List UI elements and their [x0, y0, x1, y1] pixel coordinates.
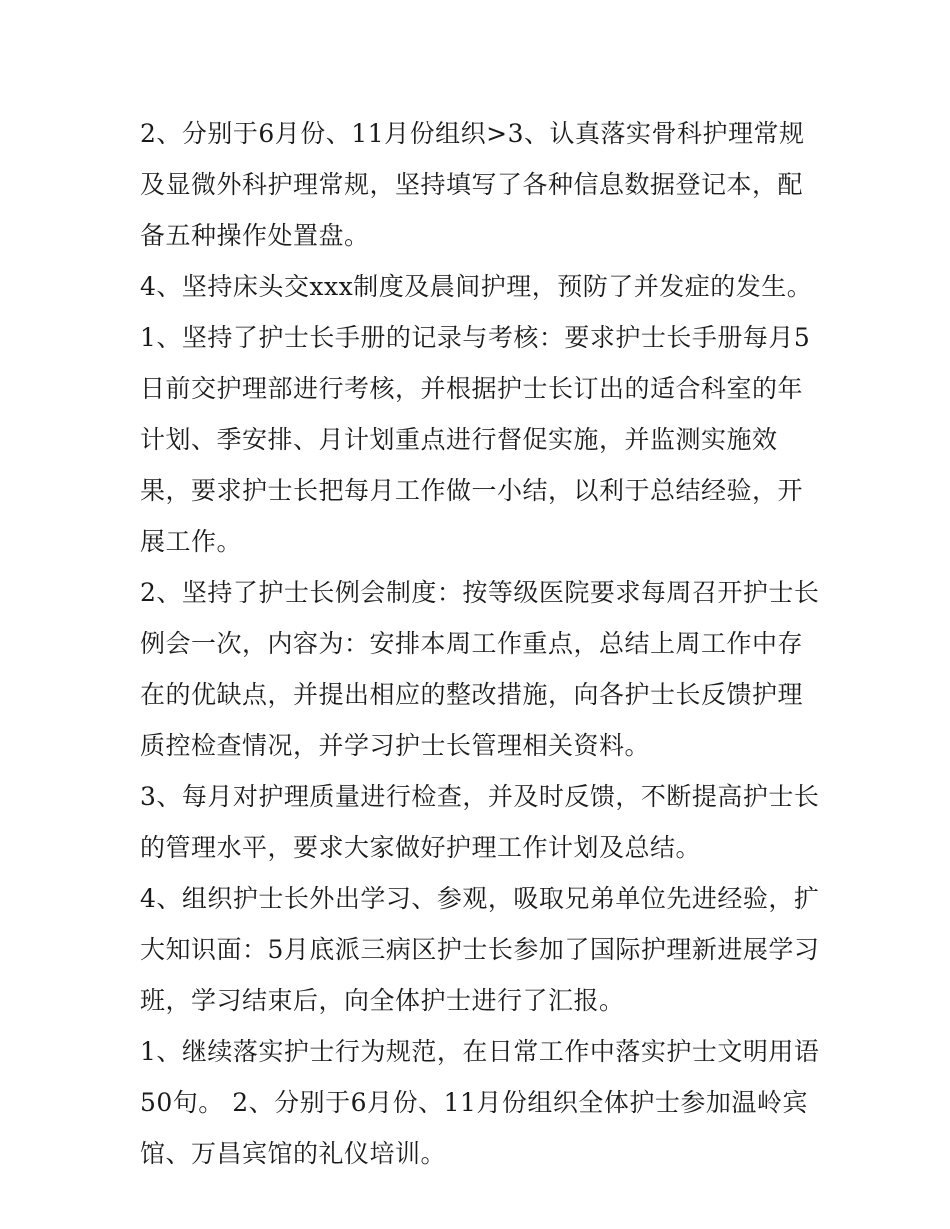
paragraph-3: 1、坚持了护士长手册的记录与考核：要求护士长手册每月5日前交护理部进行考核，并根据护士长订出的适合科室的年计划、季安排、月计划重点进行督促实施，并监测实施效果，要求护士长把每月工作做一小结，以利于总结经验，开展工作。	[140, 323, 811, 556]
paragraph-4: 2、坚持了护士长例会制度：按等级医院要求每周召开护士长例会一次，内容为：安排本周工作重点，总结上周工作中存在的优缺点，并提出相应的整改措施，向各护士长反馈护理质控检查情况，并学习护士长管理相关资料。	[140, 578, 820, 760]
document-body	[140, 108, 820, 1179]
paragraph-2: 4、坚持床头交xxx制度及晨间护理，预防了并发症的发生。	[140, 272, 813, 301]
paragraph-7: 1、继续落实护士行为规范，在日常工作中落实护士文明用语50句。 2、分别于6月份、11月份组织全体护士参加温岭宾馆、万昌宾馆的礼仪培训。	[140, 1037, 820, 1168]
paragraph-5: 3、每月对护理质量进行检查，并及时反馈，不断提高护士长的管理水平，要求大家做好护理工作计划及总结。	[140, 782, 820, 862]
paragraph-1: 2、分别于6月份、11月份组织>3、认真落实骨科护理常规及显微外科护理常规，坚持填写了各种信息数据登记本，配备五种操作处置盘。	[140, 119, 805, 250]
paragraph-6: 4、组织护士长外出学习、参观，吸取兄弟单位先进经验，扩大知识面：5月底派三病区护士长参加了国际护理新进展学习班，学习结束后，向全体护士进行了汇报。	[140, 884, 820, 1015]
